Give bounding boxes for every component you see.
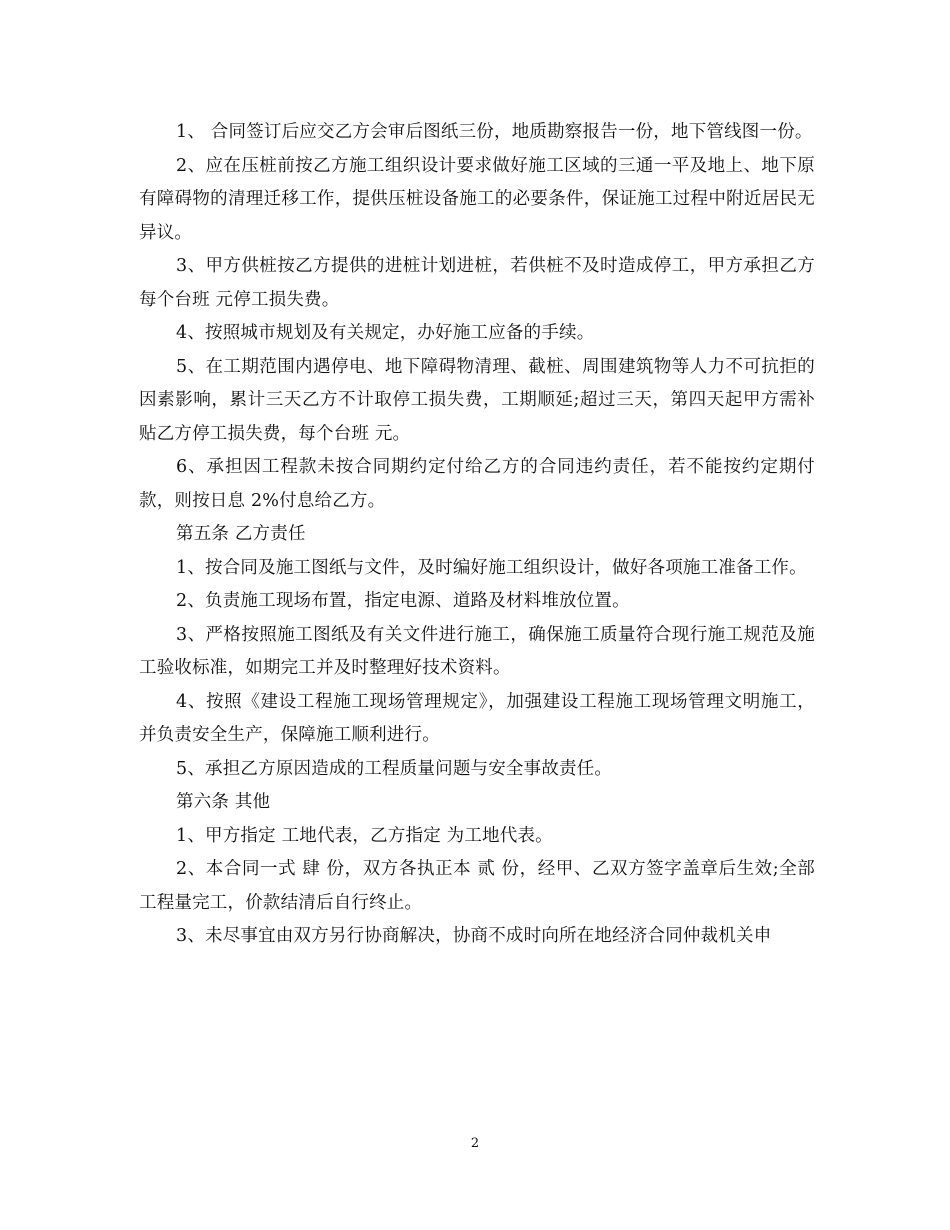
paragraph: 1、按合同及施工图纸与文件，及时编好施工组织设计，做好各项施工准备工作。 (176, 557, 807, 578)
paragraph: 2、应在压桩前按乙方施工组织设计要求做好施工区域的三通一平及地上、地下原有障碍物的清理迁移工作，提供压桩设备施工的必要条件，保证施工过程中附近居民无异议。 (139, 155, 815, 243)
paragraph: 2、本合同一式 肆 份，双方各执正本 贰 份，经甲、乙双方签字盖章后生效;全部工程量完工，价款结清后自行终止。 (139, 859, 815, 913)
page-number: 2 (470, 1136, 480, 1151)
paragraph: 5、在工期范围内遇停电、地下障碍物清理、截桩、周围建筑物等人力不可抗拒的因素影响，累计三天乙方不计取停工损失费，工期顺延;超过三天，第四天起甲方需补贴乙方停工损失费，每个台班 元。 (139, 356, 815, 444)
section-heading: 第五条 乙方责任 (176, 524, 306, 544)
document-body (139, 116, 815, 954)
section-heading: 第六条 其他 (176, 792, 271, 812)
paragraph: 4、按照城市规划及有关规定，办好施工应备的手续。 (176, 323, 595, 343)
paragraph: 4、按照《建设工程施工现场管理规定》，加强建设工程施工现场管理文明施工，并负责安全生产，保障施工顺利进行。 (139, 691, 815, 745)
paragraph: 6、承担因工程款未按合同期约定付给乙方的合同违约责任，若不能按约定期付款，则按日息 2%付息给乙方。 (139, 457, 815, 511)
paragraph: 3、严格按照施工图纸及有关文件进行施工，确保施工质量符合现行施工规范及施工验收标准，如期完工并及时整理好技术资料。 (139, 624, 815, 678)
paragraph: 2、负责施工现场布置，指定电源、道路及材料堆放位置。 (176, 591, 630, 611)
paragraph: 1、 合同签订后应交乙方会审后图纸三份，地质勘察报告一份，地下管线图一份。 (176, 122, 813, 142)
paragraph: 5、承担乙方原因造成的工程质量问题与安全事故责任。 (176, 758, 613, 779)
paragraph: 3、未尽事宜由双方另行协商解决，协商不成时向所在地经济合同仲裁机关申 (176, 926, 772, 946)
paragraph: 3、甲方供桩按乙方提供的进桩计划进桩，若供桩不及时造成停工，甲方承担乙方每个台班 元停工损失费。 (139, 256, 815, 310)
paragraph: 1、甲方指定 工地代表，乙方指定 为工地代表。 (176, 825, 553, 846)
